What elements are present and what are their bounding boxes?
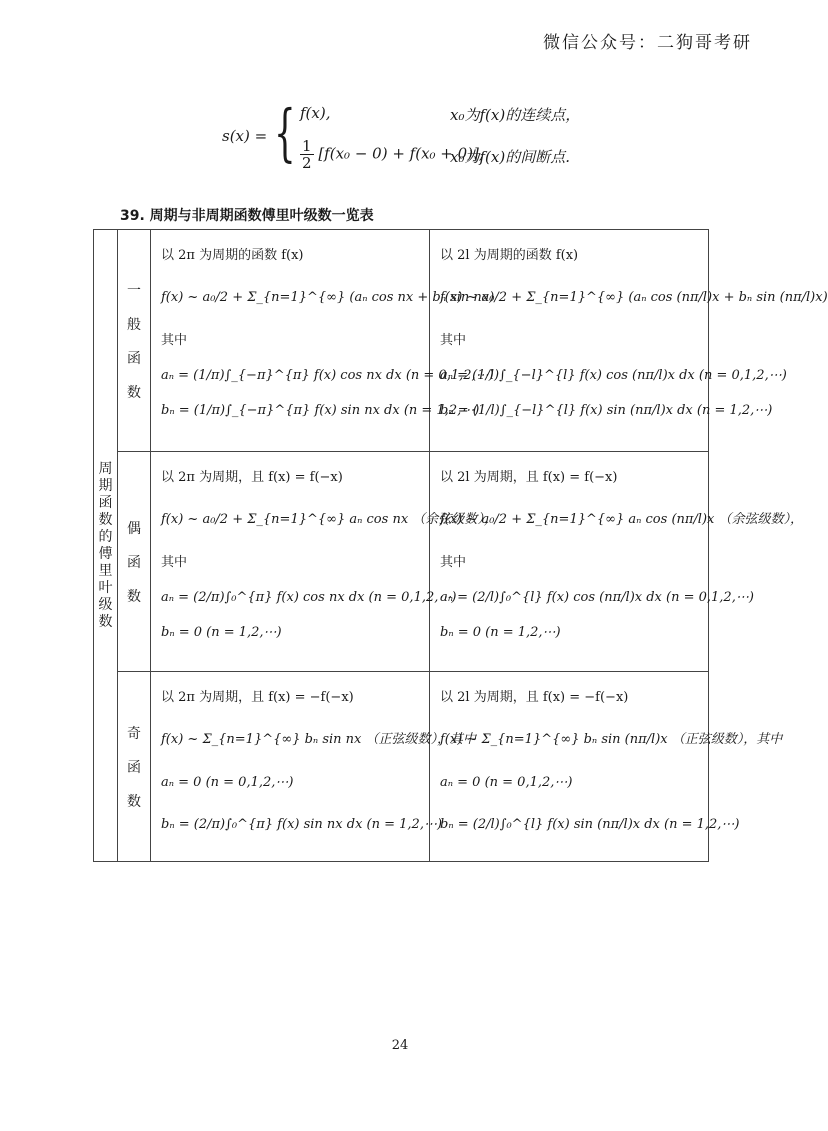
kind-char: 函 bbox=[127, 554, 141, 571]
kind-char: 数 bbox=[127, 384, 141, 401]
formula-bn: bₙ = 0 (n = 1,2,⋯) bbox=[161, 625, 282, 640]
fourier-series-table bbox=[93, 229, 828, 862]
kind-char: 数 bbox=[127, 588, 141, 605]
kind-char: 函 bbox=[127, 350, 141, 367]
formula-bn: bₙ = (1/l)∫_{−l}^{l} f(x) sin (nπ/l)x dx (n = 1,2,⋯) bbox=[440, 403, 773, 418]
outer-char: 的 bbox=[98, 528, 113, 545]
case2-condition bbox=[450, 146, 570, 167]
kind-char: 偶 bbox=[127, 520, 141, 537]
cell-odd-2l bbox=[430, 672, 783, 862]
cell-even-2pi bbox=[151, 452, 497, 672]
fraction-numerator: 1 bbox=[302, 137, 312, 155]
case2-expr: [f(x₀ − 0) + f(x₀ + 0)], bbox=[318, 144, 484, 163]
outer-char: 里 bbox=[98, 562, 113, 579]
table-row-odd bbox=[94, 672, 709, 862]
outer-label-periodic-fourier bbox=[94, 230, 118, 862]
outer-char: 数 bbox=[98, 511, 113, 528]
cell-general-2l bbox=[430, 230, 828, 452]
outer-char: 级 bbox=[98, 596, 113, 613]
kind-char: 般 bbox=[127, 316, 141, 333]
cell-heading: 以 2l 为周期的函数 f(x) bbox=[440, 248, 579, 263]
case2-condition-text: x₀为f(x)的间断点. bbox=[450, 148, 570, 166]
case1-condition-text: x₀为f(x)的连续点， bbox=[450, 106, 581, 124]
formula-series: f(x) ~ Σ_{n=1}^{∞} bₙ sin (nπ/l)x （正弦级数），其中 bbox=[440, 732, 783, 747]
cell-note: 其中 bbox=[161, 333, 188, 348]
outer-char: 傅 bbox=[98, 545, 113, 562]
piecewise-lhs: s(x) = bbox=[222, 127, 268, 145]
table-row-even bbox=[94, 452, 709, 672]
formula-bn: bₙ = (2/π)∫₀^{π} f(x) sin nx dx (n = 1,2,⋯) bbox=[161, 817, 443, 832]
section-title: 39. 周期与非周期函数傅里叶级数一览表 bbox=[120, 208, 374, 224]
formula-series: f(x) ~ Σ_{n=1}^{∞} bₙ sin nx （正弦级数），其中 bbox=[161, 732, 477, 747]
table-row-general bbox=[94, 230, 709, 452]
page-number: 24 bbox=[391, 1038, 409, 1053]
cell-note: 其中 bbox=[440, 555, 467, 570]
outer-char: 期 bbox=[98, 477, 113, 494]
piecewise-definition bbox=[222, 96, 602, 180]
cell-heading: 以 2π 为周期的函数 f(x) bbox=[161, 248, 304, 263]
kind-label-odd bbox=[118, 672, 151, 862]
cell-heading: 以 2π 为周期，且 f(x) = f(−x) bbox=[161, 470, 343, 485]
half-fraction bbox=[300, 138, 314, 171]
outer-char: 数 bbox=[98, 613, 113, 630]
formula-series: f(x) ~ a₀/2 + Σ_{n=1}^{∞} (aₙ cos (nπ/l)x + bₙ sin (nπ/l)x) bbox=[440, 290, 828, 305]
cell-even-2l bbox=[430, 452, 804, 672]
cell-heading: 以 2l 为周期，且 f(x) = −f(−x) bbox=[440, 690, 629, 705]
formula-series: f(x) ~ a₀/2 + Σ_{n=1}^{∞} aₙ cos nx （余弦级数）， bbox=[161, 512, 497, 527]
formula-an: aₙ = 0 (n = 0,1,2,⋯) bbox=[161, 775, 294, 790]
kind-char: 奇 bbox=[127, 725, 141, 742]
formula-an: aₙ = (1/l)∫_{−l}^{l} f(x) cos (nπ/l)x dx (n = 0,1,2,⋯) bbox=[440, 368, 787, 383]
cell-odd-2pi bbox=[151, 672, 477, 862]
formula-an: aₙ = (2/π)∫₀^{π} f(x) cos nx dx (n = 0,1,2,⋯) bbox=[161, 590, 457, 605]
cell-heading: 以 2l 为周期，且 f(x) = f(−x) bbox=[440, 470, 618, 485]
formula-series: f(x) ~ a₀/2 + Σ_{n=1}^{∞} aₙ cos (nπ/l)x （余弦级数）， bbox=[440, 512, 804, 527]
piecewise-case-1 bbox=[300, 104, 330, 122]
outer-char: 叶 bbox=[98, 579, 113, 596]
case1-condition bbox=[450, 104, 580, 125]
header-watermark: 微信公众号：二狗哥考研 bbox=[543, 33, 752, 53]
fraction-denominator: 2 bbox=[302, 154, 312, 172]
cell-note: 其中 bbox=[161, 555, 188, 570]
cell-general-2pi bbox=[151, 230, 495, 452]
outer-char: 函 bbox=[98, 494, 113, 511]
formula-bn: bₙ = 0 (n = 1,2,⋯) bbox=[440, 625, 561, 640]
outer-char: 周 bbox=[98, 460, 113, 477]
formula-an: aₙ = (1/π)∫_{−π}^{π} f(x) cos nx dx (n = 0,1,2,⋯) bbox=[161, 368, 494, 383]
left-brace: { bbox=[274, 96, 296, 169]
formula-an: aₙ = 0 (n = 0,1,2,⋯) bbox=[440, 775, 573, 790]
formula-bn: bₙ = (1/π)∫_{−π}^{π} f(x) sin nx dx (n = 1,2,⋯) bbox=[161, 403, 480, 418]
kind-label-general bbox=[118, 230, 151, 452]
kind-char: 数 bbox=[127, 793, 141, 810]
cell-note: 其中 bbox=[440, 333, 467, 348]
kind-char: 函 bbox=[127, 759, 141, 776]
formula-an: aₙ = (2/l)∫₀^{l} f(x) cos (nπ/l)x dx (n = 0,1,2,⋯) bbox=[440, 590, 754, 605]
kind-char: 一 bbox=[127, 282, 141, 299]
formula-series: f(x) ~ a₀/2 + Σ_{n=1}^{∞} (aₙ cos nx + bₙ sin nx) bbox=[161, 290, 495, 305]
cell-heading: 以 2π 为周期，且 f(x) = −f(−x) bbox=[161, 690, 354, 705]
kind-label-even bbox=[118, 452, 151, 672]
formula-bn: bₙ = (2/l)∫₀^{l} f(x) sin (nπ/l)x dx (n = 1,2,⋯) bbox=[440, 817, 740, 832]
case1-expr: f(x), bbox=[300, 104, 331, 122]
